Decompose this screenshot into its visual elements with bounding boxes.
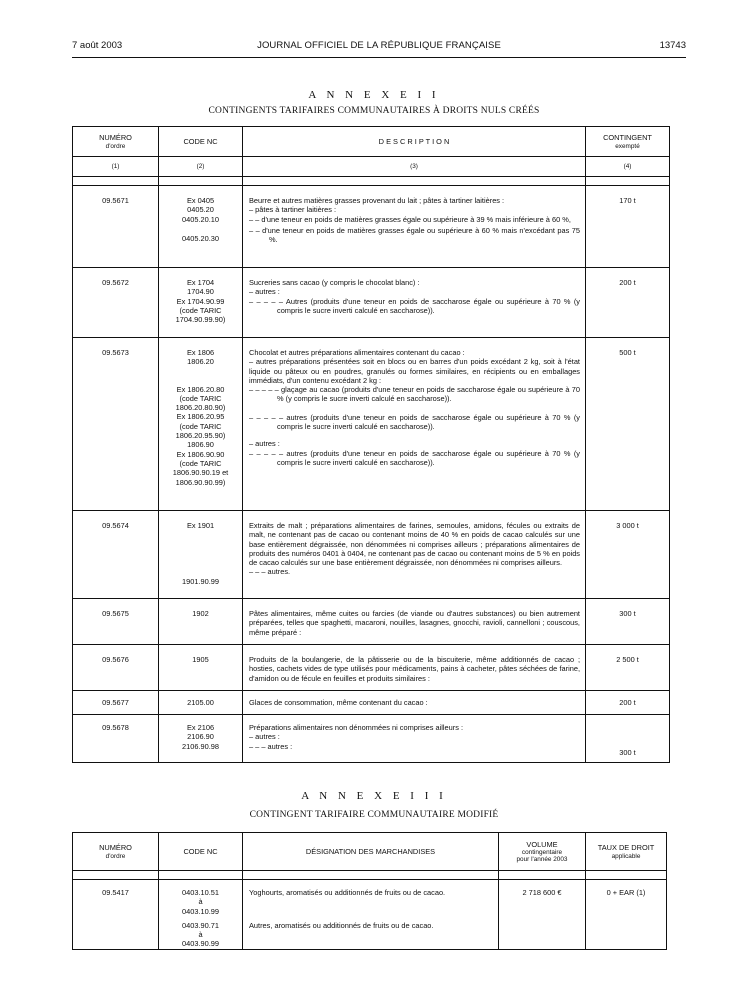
description: Sucreries sans cacao (y compris le chocolat blanc) : – autres : – – – – – Autres (produits d'une teneur en poids de saccharose égale ou supérieure à 70 % (y compris le sucre inverti calculé en saccharose)). bbox=[243, 268, 586, 338]
order-number: 09.5673 bbox=[73, 338, 159, 511]
designation: Yoghourts, aromatisés ou additionnés de fruits ou de cacao. Autres, aromatisés ou additionnés de fruits ou de cacao. bbox=[243, 880, 499, 950]
col-header-taux: TAUX DE DROIT applicable bbox=[586, 833, 667, 871]
table-row bbox=[73, 691, 670, 715]
nc-codes: 1902 bbox=[159, 599, 243, 645]
page-header bbox=[72, 40, 686, 56]
annex2-title: A N N E X E I I bbox=[308, 89, 440, 101]
col-header-description: D E S C R I P T I O N bbox=[243, 127, 586, 157]
annex2-subtitle: CONTINGENTS TARIFAIRES COMMUNAUTAIRES À DROITS NULS CRÉÉS bbox=[208, 106, 540, 116]
order-number: 09.5678 bbox=[73, 715, 159, 763]
col-header-code: CODE NC bbox=[159, 127, 243, 157]
duty-rate: 0 + EAR (1) bbox=[586, 880, 667, 950]
description: Extraits de malt ; préparations alimentaires de farines, semoules, amidons, fécules ou extraits de malt, ne contenant pas de cacao ou contenant moins de 40 % en poids de cacao calculés sur une base entièrement dégraissée, non dénommées ni comprises ailleurs ; préparations alimentaires de produits des numéros 0401 à 0404, ne contenant pas de cacao ou contenant moins de 5 % en poids de cacao calculés sur une base entièrement dégraissée, non dénommées ni comprises ailleurs. – – – autres. bbox=[243, 511, 586, 599]
annex3-subtitle: CONTINGENT TARIFAIRE COMMUNAUTAIRE MODIFIÉ bbox=[249, 810, 499, 820]
quota-amount: 300 t bbox=[586, 599, 670, 645]
nc-codes: 2105.00 bbox=[159, 691, 243, 715]
quota-amount: 200 t bbox=[586, 268, 670, 338]
nc-codes: 0403.10.51 à 0403.10.99 0403.90.71 à 0403.90.99 bbox=[159, 880, 243, 950]
quota-amount: 170 t bbox=[586, 186, 670, 268]
nc-codes: Ex 1704 1704.90 Ex 1704.90.99 (code TARIC 1704.90.99.90) bbox=[159, 268, 243, 338]
col-header-contingent: CONTINGENT exempté bbox=[586, 127, 670, 157]
page-number: 13743 bbox=[659, 40, 686, 51]
col-header-volume: VOLUME contingentaire pour l'année 2003 bbox=[499, 833, 586, 871]
col-header-designation: DÉSIGNATION DES MARCHANDISES bbox=[243, 833, 499, 871]
description: Pâtes alimentaires, même cuites ou farcies (de viande ou d'autres substances) ou bien autrement préparées, telles que spaghetti, macaroni, nouilles, lasagnes, gnocchi, ravioli, cannelloni ; couscous, même préparé : bbox=[243, 599, 586, 645]
description: Produits de la boulangerie, de la pâtisserie ou de la biscuiterie, même additionnés de cacao ; hosties, cachets vides de type utilisés pour médicaments, pains à cacheter, pâtes séchées de farine, d'amidon ou de fécule en feuilles et produits similaires : bbox=[243, 645, 586, 691]
col-header-numero: NUMÉRO d'ordre bbox=[73, 833, 159, 871]
order-number: 09.5677 bbox=[73, 691, 159, 715]
nc-codes: Ex 1806 1806.20 Ex 1806.20.80 (code TARIC 1806.20.80.90) Ex 1806.20.95 (code TARIC 1806.20.95.90) 1806.90 Ex 1806.90.90 (code TARIC 1806.90.90.19 et 1806.90.90.99) bbox=[159, 338, 243, 511]
nc-codes: Ex 0405 0405.20 0405.20.10 0405.20.30 bbox=[159, 186, 243, 268]
annex2-table bbox=[72, 126, 670, 763]
quota-amount: 300 t bbox=[586, 715, 670, 763]
table-row bbox=[73, 338, 670, 511]
nc-codes: Ex 2106 2106.90 2106.90.98 bbox=[159, 715, 243, 763]
description: Beurre et autres matières grasses provenant du lait ; pâtes à tartiner laitières : – pâtes à tartiner laitières : – – d'une teneur en poids de matières grasses égale ou supérieure à 39 % mais inférieure à 60 %, – – d'une teneur en poids de matières grasses égale ou supérieure à 60 % mais n'excédant pas 75 %. bbox=[243, 186, 586, 268]
col-number: (2) bbox=[159, 157, 243, 177]
order-number: 09.5676 bbox=[73, 645, 159, 691]
order-number: 09.5672 bbox=[73, 268, 159, 338]
col-number: (1) bbox=[73, 157, 159, 177]
table-row bbox=[73, 715, 670, 763]
table-row bbox=[73, 511, 670, 599]
order-number: 09.5674 bbox=[73, 511, 159, 599]
journal-title: JOURNAL OFFICIEL DE LA RÉPUBLIQUE FRANÇAISE bbox=[257, 40, 501, 51]
header-rule bbox=[72, 57, 686, 58]
table-row bbox=[73, 880, 667, 950]
description: Chocolat et autres préparations alimentaires contenant du cacao : – autres préparations présentées soit en blocs ou en barres d'un poids excédant 2 kg, soit à l'état liquide ou pâteux ou en poudres, granulés ou formes similaires, en récipients ou en emballages immédiats, d'un contenu excédant 2 kg : – – – – – glaçage au cacao (produits d'une teneur en poids de saccharose égale ou supérieure à 70 % (y compris le sucre inverti calculé en saccharose)). – – – – – autres (produits d'une teneur en poids de saccharose égale ou supérieure à 70 % (y compris le sucre inverti calculé en saccharose)). – autres : – – – – – autres (produits d'une teneur en poids de saccharose égale ou supérieure à 70 % (y compris le sucre inverti calculé en saccharose)). bbox=[243, 338, 586, 511]
description: Glaces de consommation, même contenant du cacao : bbox=[243, 691, 586, 715]
table-row bbox=[73, 268, 670, 338]
table-row bbox=[73, 599, 670, 645]
quota-amount: 3 000 t bbox=[586, 511, 670, 599]
order-number: 09.5417 bbox=[73, 880, 159, 950]
description: Préparations alimentaires non dénommées ni comprises ailleurs : – autres : – – – autres : bbox=[243, 715, 586, 763]
col-header-numero: NUMÉRO d'ordre bbox=[73, 127, 159, 157]
col-number: (3) bbox=[243, 157, 586, 177]
col-header-code: CODE NC bbox=[159, 833, 243, 871]
annex3-table bbox=[72, 832, 667, 950]
nc-codes: Ex 1901 1901.90.99 bbox=[159, 511, 243, 599]
publication-date: 7 août 2003 bbox=[72, 40, 123, 51]
quota-amount: 200 t bbox=[586, 691, 670, 715]
quota-volume: 2 718 600 € bbox=[499, 880, 586, 950]
quota-amount: 500 t bbox=[586, 338, 670, 511]
col-number: (4) bbox=[586, 157, 670, 177]
table-row bbox=[73, 186, 670, 268]
annex3-title: A N N E X E I I I bbox=[301, 790, 447, 802]
nc-codes: 1905 bbox=[159, 645, 243, 691]
order-number: 09.5671 bbox=[73, 186, 159, 268]
quota-amount: 2 500 t bbox=[586, 645, 670, 691]
order-number: 09.5675 bbox=[73, 599, 159, 645]
table-row bbox=[73, 645, 670, 691]
